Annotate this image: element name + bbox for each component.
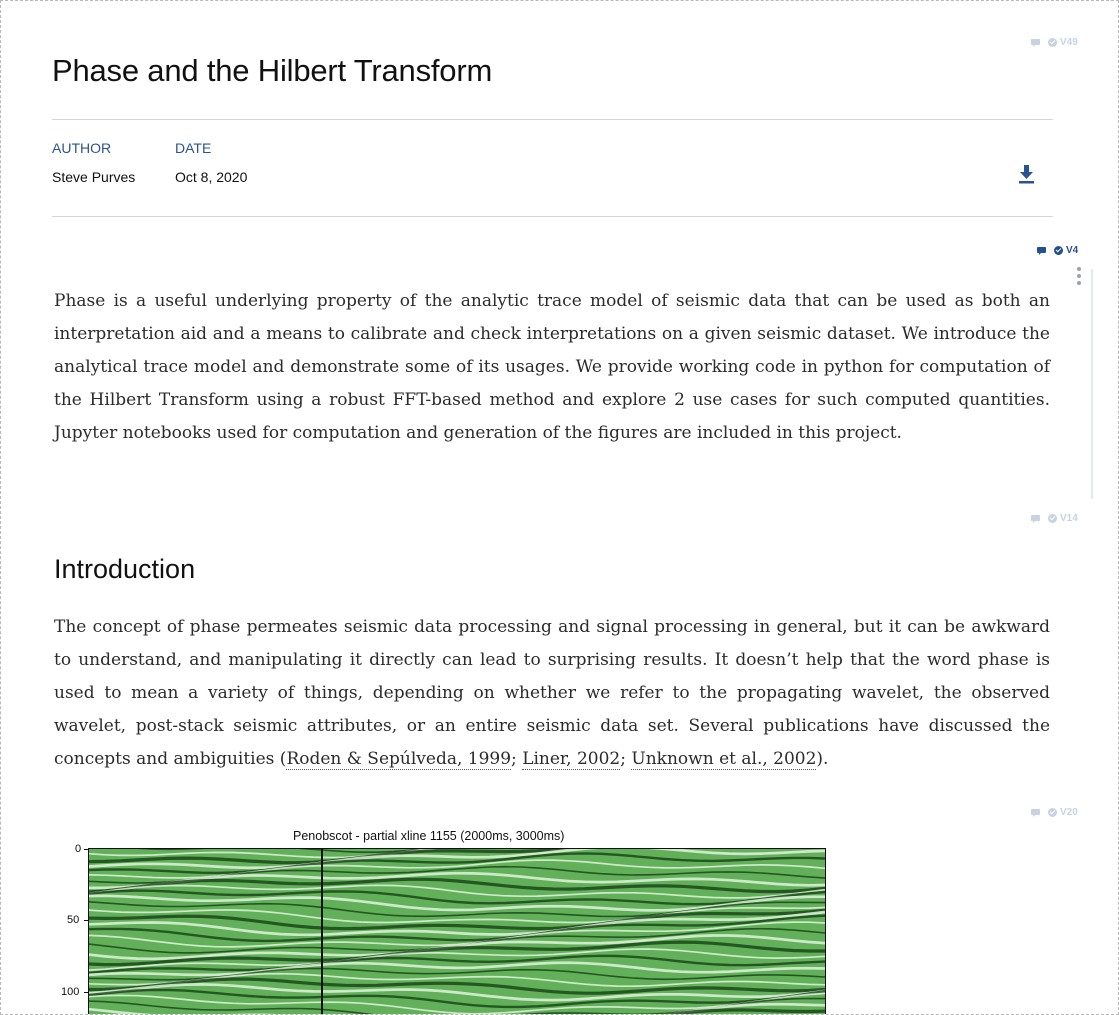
check-circle-icon — [1048, 808, 1057, 817]
author-label: AUTHOR — [52, 140, 112, 156]
page-title: Phase and the Hilbert Transform — [52, 53, 493, 88]
seismic-figure[interactable] — [41, 826, 841, 1015]
block-selection-indicator — [1091, 269, 1093, 499]
citation-link[interactable]: Unknown et al., 2002 — [631, 749, 817, 769]
seismic-section-plot — [88, 848, 826, 1015]
more-options-icon[interactable] — [1077, 267, 1082, 287]
abstract-paragraph[interactable]: Phase is a useful underlying property of the analytic trace model of seismic data that can be used as both an interpretation aid and a means to calibrate and check interpretations on a given seismic dataset. We introduce the analytical trace model and demonstrate some of its usages. We provide working code in python for computation of the Hilbert Transform using a robust FFT-based method and explore 2 use cases for such computed quantities. Jupyter notebooks used for computation and generation of the figures are included in this project. — [54, 291, 1050, 443]
introduction-text: The concept of phase permeates seismic data processing and signal processing in general, but it can be awkward to understand, and manipulating it directly can lead to surprising results. It doesn’t help that the word phase is used to mean a variety of things, depending on whether we refer to the propagating wavelet, the observed wavelet, post-stack seismic attributes, or an entire seismic data set. Several publications have discussed the concepts and ambiguities ( — [54, 617, 1050, 769]
abstract-version-badge[interactable] — [1054, 245, 1078, 256]
version-label: V14 — [1060, 513, 1078, 524]
intro-version-badge[interactable] — [1048, 513, 1078, 524]
version-label: V20 — [1060, 807, 1078, 818]
y-tick-label: 50 — [67, 914, 80, 926]
abstract-block-tools — [1037, 245, 1078, 256]
download-icon[interactable] — [1018, 164, 1035, 184]
date-value: Oct 8, 2020 — [175, 169, 248, 185]
figure-block-tools — [1031, 807, 1078, 818]
check-circle-icon — [1054, 246, 1063, 255]
check-circle-icon — [1048, 514, 1057, 523]
y-tick-label: 100 — [61, 986, 80, 998]
citation-separator: ; — [511, 749, 523, 769]
comment-icon[interactable] — [1031, 809, 1040, 817]
date-label: DATE — [175, 140, 212, 156]
author-name: Steve Purves — [52, 169, 136, 185]
header-version-badge[interactable] — [1048, 37, 1078, 48]
introduction-paragraph[interactable] — [54, 611, 1050, 776]
citation-separator: ; — [620, 749, 632, 769]
comment-icon[interactable] — [1031, 515, 1040, 523]
comment-icon[interactable] — [1037, 247, 1046, 255]
citation-link[interactable]: Roden & Sepúlveda, 1999 — [286, 749, 512, 769]
header-divider — [52, 119, 1053, 120]
check-circle-icon — [1048, 38, 1057, 47]
citation-link[interactable]: Liner, 2002 — [522, 749, 621, 769]
header-block-tools — [1031, 37, 1078, 48]
y-tick-label: 0 — [75, 843, 82, 855]
section-heading-introduction: Introduction — [54, 554, 196, 584]
version-label: V49 — [1060, 37, 1078, 48]
figure-version-badge[interactable] — [1048, 807, 1078, 818]
citation-close: ). — [816, 749, 829, 769]
meta-divider — [52, 216, 1053, 217]
seismic-section-image — [89, 849, 825, 1015]
figure-title: Penobscot - partial xline 1155 (2000ms, 3000ms) — [293, 829, 565, 843]
version-label: V4 — [1066, 245, 1079, 256]
intro-block-tools — [1031, 513, 1078, 524]
comment-icon[interactable] — [1031, 39, 1040, 47]
